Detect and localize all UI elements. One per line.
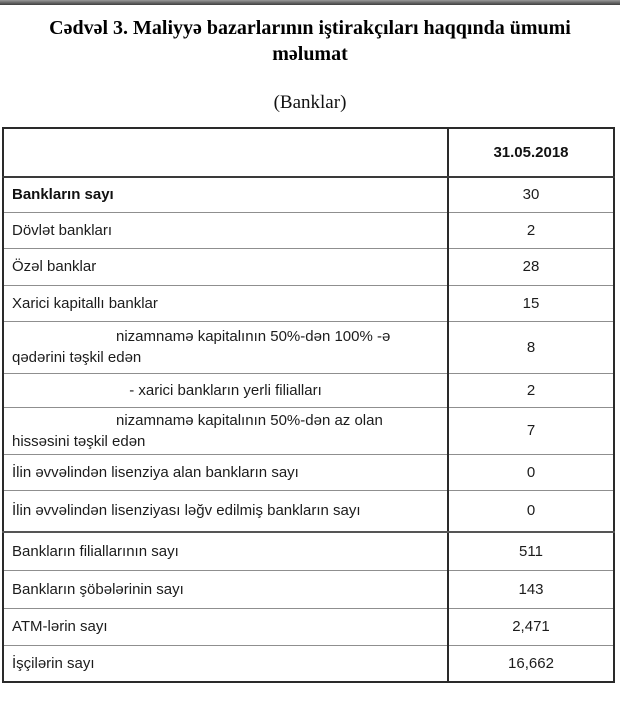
row-label: İlin əvvəlindən lisenziya alan bankların sayı: [3, 454, 448, 490]
row-value: 0: [448, 454, 614, 490]
row-value: 511: [448, 532, 614, 570]
table-row-atm-count: [3, 608, 614, 645]
row-value: 8: [448, 321, 614, 373]
table-header-row: [3, 128, 614, 177]
window-top-edge: [0, 0, 620, 5]
table-row-foreign-capital-banks: [3, 285, 614, 321]
row-label: Dövlət bankları: [3, 212, 448, 248]
row-value: 16,662: [508, 654, 554, 672]
table-row-licenses-revoked: [3, 490, 614, 532]
row-value: 28: [448, 248, 614, 285]
date-column-header: 31.05.2018: [448, 128, 614, 177]
empty-header-cell: [3, 128, 448, 177]
page-subtitle: (Banklar): [273, 92, 347, 114]
row-value: 0: [448, 490, 614, 532]
row-label: nizamnamə kapitalının 50%-dən 100% -ə qədərini təşkil edən: [3, 321, 448, 373]
row-label: nizamnamə kapitalının 50%-dən az olan hissəsini təşkil edən: [3, 407, 448, 454]
row-value: 2: [448, 212, 614, 248]
table-row-capital-under-50: [3, 407, 614, 454]
table-row-licensed-since-year-start: [3, 454, 614, 490]
table-row-state-banks: [3, 212, 614, 248]
row-label: İlin əvvəlindən lisenziyası ləğv edilmiş bankların sayı: [3, 490, 448, 532]
row-value: 30: [448, 177, 614, 212]
table-row-bank-branches: [3, 532, 614, 570]
table-row-banks-count: [3, 177, 614, 212]
page-title: Cədvəl 3. Maliyyə bazarlarının iştirakçıları haqqında ümumi məlumat: [49, 17, 571, 65]
table-row-employees-count: [3, 645, 614, 682]
row-label: Özəl banklar: [3, 248, 448, 285]
row-label: Bankların şöbələrinin sayı: [3, 570, 448, 608]
row-value: 2: [448, 373, 614, 407]
row-value: 7: [448, 407, 614, 454]
row-label: - xarici bankların yerli filialları: [3, 373, 448, 407]
banks-summary-table: [2, 127, 615, 683]
row-label: Bankların filiallarının sayı: [3, 532, 448, 570]
table-row-local-branches-foreign: [3, 373, 614, 407]
row-label: İşçilərin sayı: [3, 645, 448, 682]
row-value: 15: [448, 285, 614, 321]
table-row-private-banks: [3, 248, 614, 285]
row-label: ATM-lərin sayı: [3, 608, 448, 645]
table-row-capital-50-100: [3, 321, 614, 373]
row-label: Bankların sayı: [3, 177, 448, 212]
table-row-bank-departments: [3, 570, 614, 608]
row-value: 2,471: [448, 608, 614, 645]
row-label: Xarici kapitallı banklar: [3, 285, 448, 321]
row-value: 143: [448, 570, 614, 608]
